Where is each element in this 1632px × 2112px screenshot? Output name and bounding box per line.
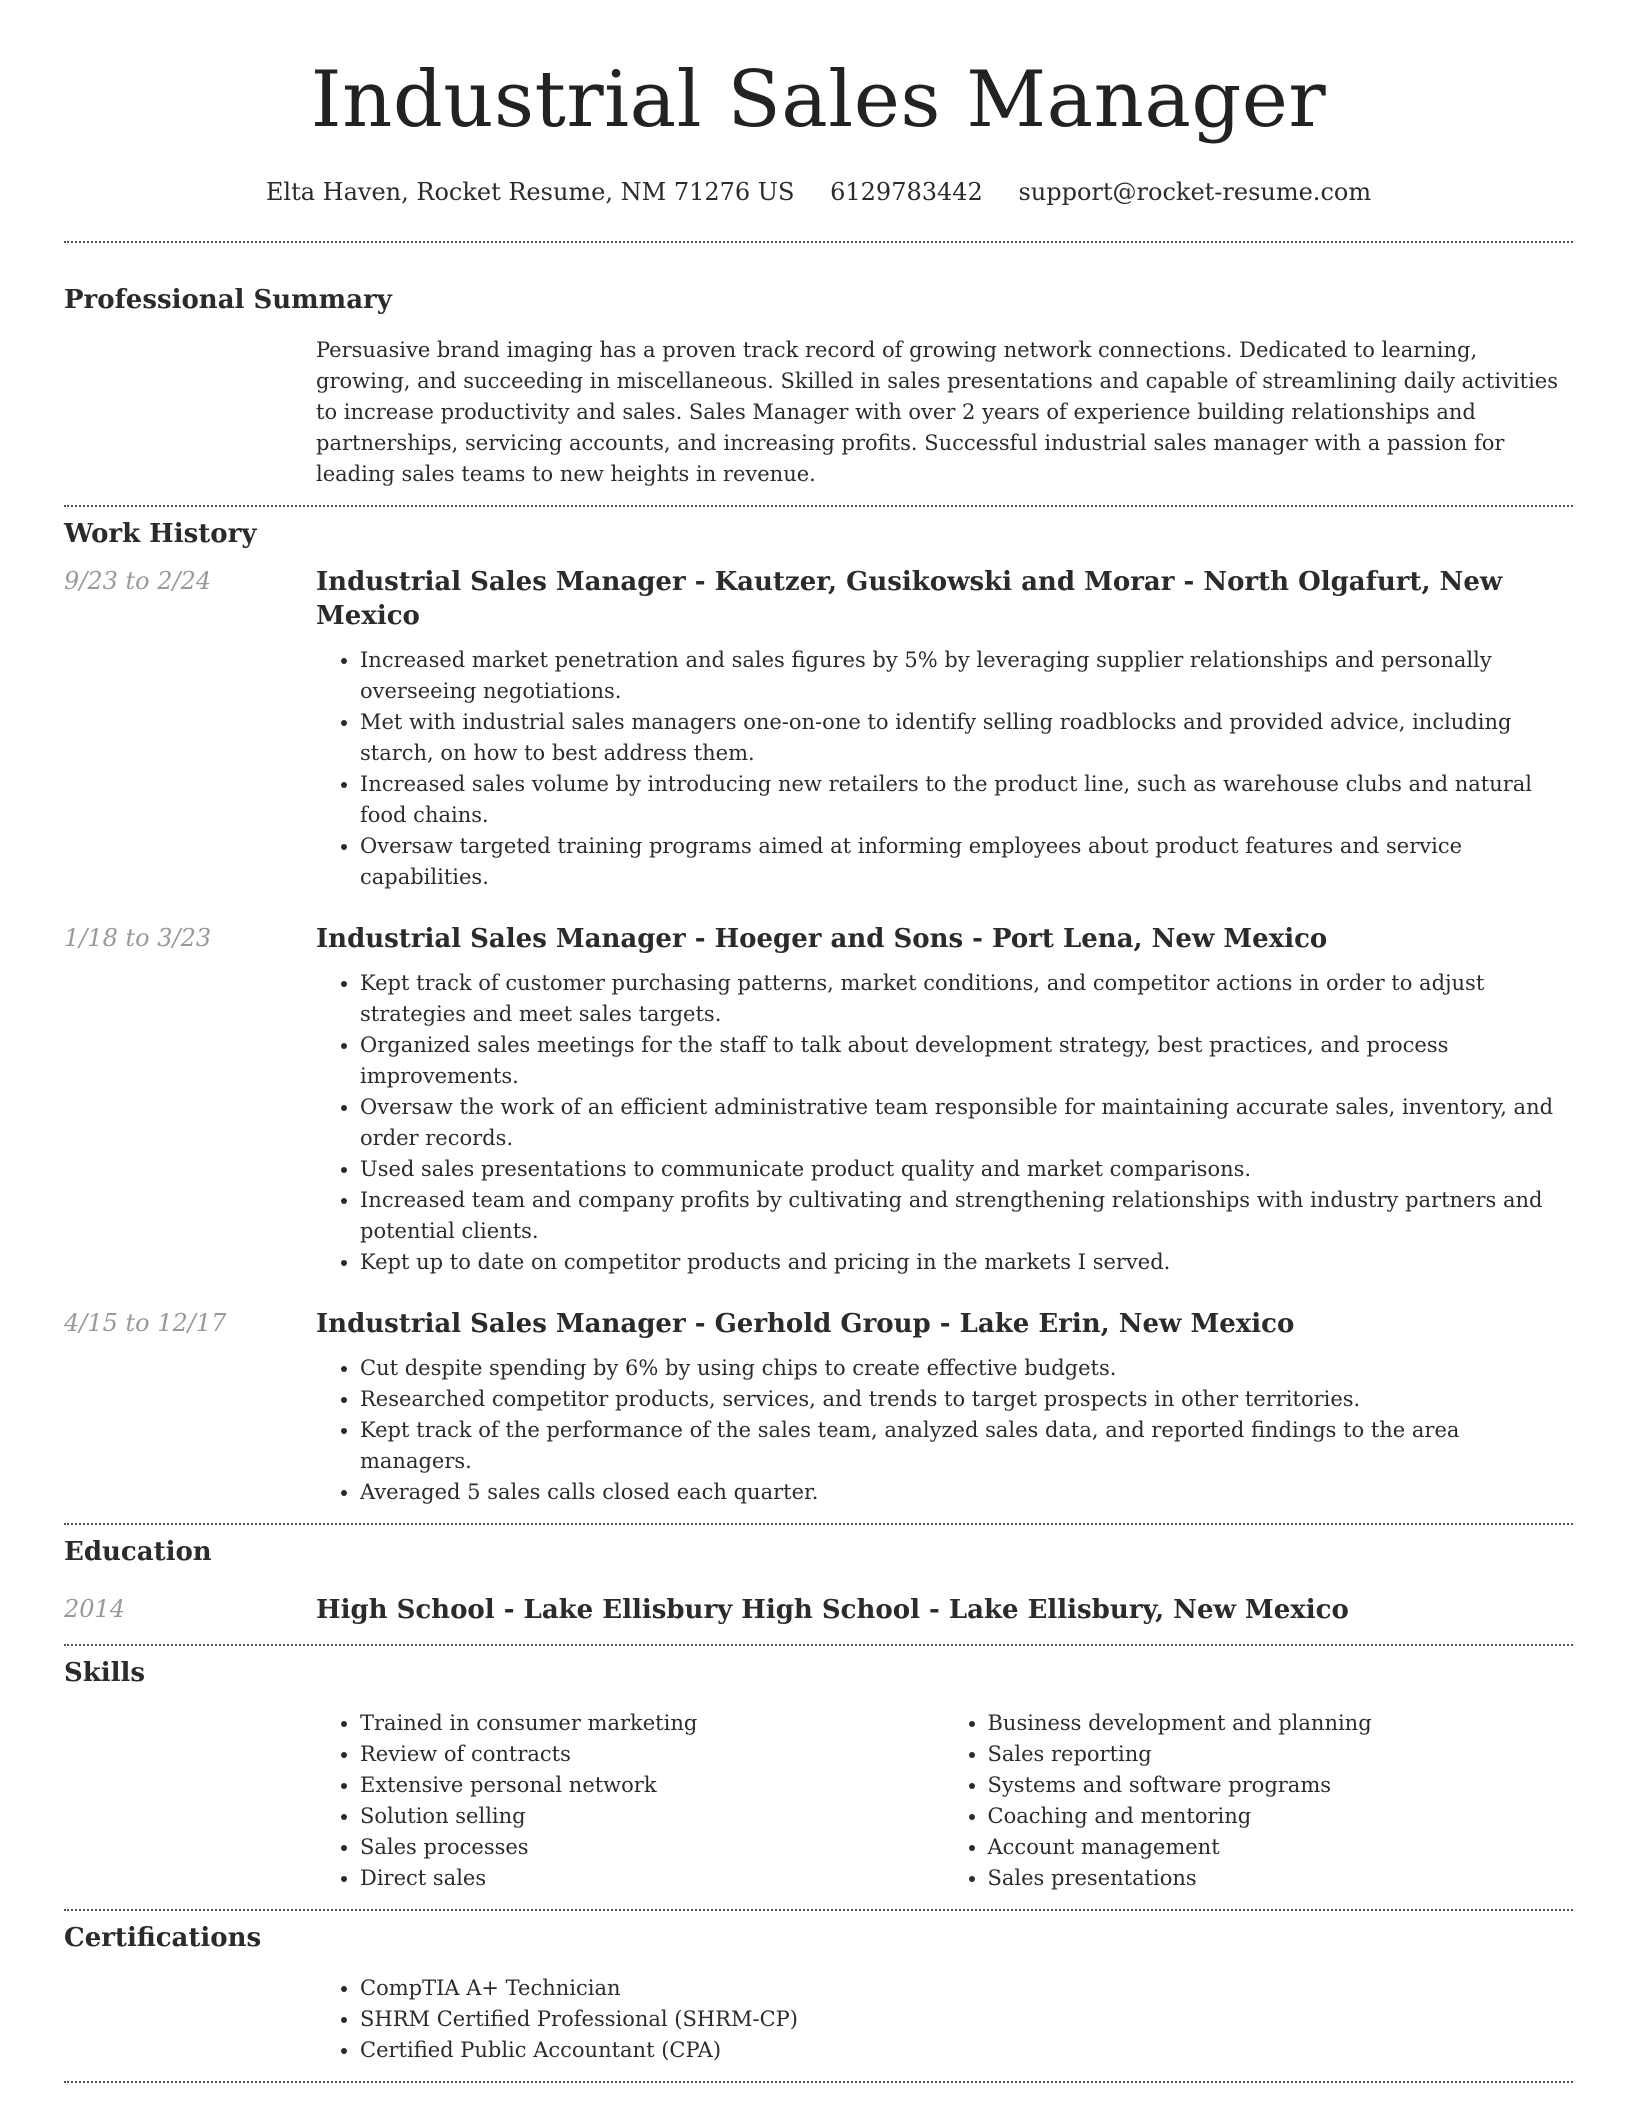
job-dates: 1/18 to 3/23 [64, 924, 212, 952]
address-text: Elta Haven, Rocket Resume, NM 71276 US [265, 178, 795, 206]
list-item: • Coaching and mentoring [988, 1801, 1572, 1832]
education-dates: 2014 [64, 1595, 126, 1623]
list-item: • CompTIA A+ Technician [360, 1973, 1571, 2004]
list-item: • Oversaw targeted training programs aimed at informing employees about product features and service capabilities. [360, 831, 1571, 893]
resume-page [64, 0, 1573, 2083]
job-entry [64, 1307, 1573, 1508]
list-item: • Sales processes [360, 1832, 944, 1863]
list-item: • Solution selling [360, 1801, 944, 1832]
contact-line [64, 176, 1573, 208]
divider [64, 241, 1573, 243]
list-item: • Review of contracts [360, 1739, 944, 1770]
job-entry [64, 565, 1573, 893]
list-item: • Account management [988, 1832, 1572, 1863]
list-item: • Met with industrial sales managers one-on-one to identify selling roadblocks and provided advice, including starch, on how to best address them. [360, 707, 1571, 769]
certifications-bullets [316, 1973, 1571, 2066]
list-item: • Increased team and company profits by cultivating and strengthening relationships with industry partners and potential clients. [360, 1185, 1571, 1247]
email-link[interactable]: support@rocket-resume.com [1018, 178, 1372, 206]
job-bullets [316, 645, 1571, 893]
list-item: • Certified Public Accountant (CPA) [360, 2035, 1571, 2066]
list-item: • Increased sales volume by introducing new retailers to the product line, such as warehouse clubs and natural food chains. [360, 769, 1571, 831]
section-title-education: Education [64, 1537, 212, 1567]
section-title-skills: Skills [64, 1658, 146, 1688]
list-item: • Cut despite spending by 6% by using chips to create effective budgets. [360, 1353, 1571, 1384]
section-title-summary: Professional Summary [64, 285, 392, 315]
list-item: • Kept up to date on competitor products and pricing in the markets I served. [360, 1247, 1571, 1278]
list-item: • SHRM Certified Professional (SHRM-CP) [360, 2004, 1571, 2035]
divider [64, 1644, 1573, 1646]
job-title: Industrial Sales Manager - Gerhold Group - Lake Erin, New Mexico [316, 1309, 1295, 1339]
section-title-work-history: Work History [64, 519, 257, 549]
job-entry [64, 922, 1573, 1278]
education-title: High School - Lake Ellisbury High School - Lake Ellisbury, New Mexico [316, 1595, 1349, 1625]
job-bullets [316, 1353, 1571, 1508]
list-item: • Direct sales [360, 1863, 944, 1894]
list-item: • Oversaw the work of an efficient administrative team responsible for maintaining accurate sales, inventory, and order records. [360, 1092, 1571, 1154]
skills-column-left [316, 1708, 944, 1894]
list-item: • Sales reporting [988, 1739, 1572, 1770]
divider [64, 1523, 1573, 1525]
job-dates: 9/23 to 2/24 [64, 567, 212, 595]
skills-column-right [944, 1708, 1572, 1894]
list-item: • Trained in consumer marketing [360, 1708, 944, 1739]
list-item: • Business development and planning [988, 1708, 1572, 1739]
job-title: Industrial Sales Manager - Kautzer, Gusikowski and Morar - North Olgafurt, New Mexico [316, 567, 1503, 631]
divider [64, 2081, 1573, 2083]
divider [64, 1909, 1573, 1911]
certifications-list [316, 1973, 1571, 2066]
list-item: • Researched competitor products, services, and trends to target prospects in other territories. [360, 1384, 1571, 1415]
list-item: • Systems and software programs [988, 1770, 1572, 1801]
list-item: • Increased market penetration and sales figures by 5% by leveraging supplier relationships and personally overseeing negotiations. [360, 645, 1571, 707]
job-bullets [316, 968, 1571, 1278]
divider [64, 505, 1573, 507]
list-item: • Averaged 5 sales calls closed each quarter. [360, 1477, 1571, 1508]
job-dates: 4/15 to 12/17 [64, 1309, 227, 1337]
list-item: • Organized sales meetings for the staff to talk about development strategy, best practices, and process improvements. [360, 1030, 1571, 1092]
skills-list [316, 1708, 1571, 1894]
list-item: • Used sales presentations to communicate product quality and market comparisons. [360, 1154, 1571, 1185]
list-item: • Sales presentations [988, 1863, 1572, 1894]
list-item: • Kept track of the performance of the sales team, analyzed sales data, and reported findings to the area managers. [360, 1415, 1571, 1477]
phone-text: 6129783442 [830, 178, 983, 206]
section-title-certifications: Certifications [64, 1923, 262, 1953]
list-item: • Kept track of customer purchasing patterns, market conditions, and competitor actions in order to adjust strategies and meet sales targets. [360, 968, 1571, 1030]
job-title: Industrial Sales Manager - Hoeger and Sons - Port Lena, New Mexico [316, 924, 1328, 954]
summary-text: Persuasive brand imaging has a proven track record of growing network connections. Dedicated to learning, growing, and succeeding in miscellaneous. Skilled in sales presentations and capable of streamlining daily activities to increase productivity and sales. Sales Manager with over 2 years of experience building relationships and partnerships, servicing accounts, and increasing profits. Successful industrial sales manager with a passion for leading sales teams to new heights in revenue. [316, 338, 1558, 486]
resume-title: Industrial Sales Manager [310, 55, 1327, 145]
list-item: • Extensive personal network [360, 1770, 944, 1801]
education-entry [64, 1593, 1573, 1627]
